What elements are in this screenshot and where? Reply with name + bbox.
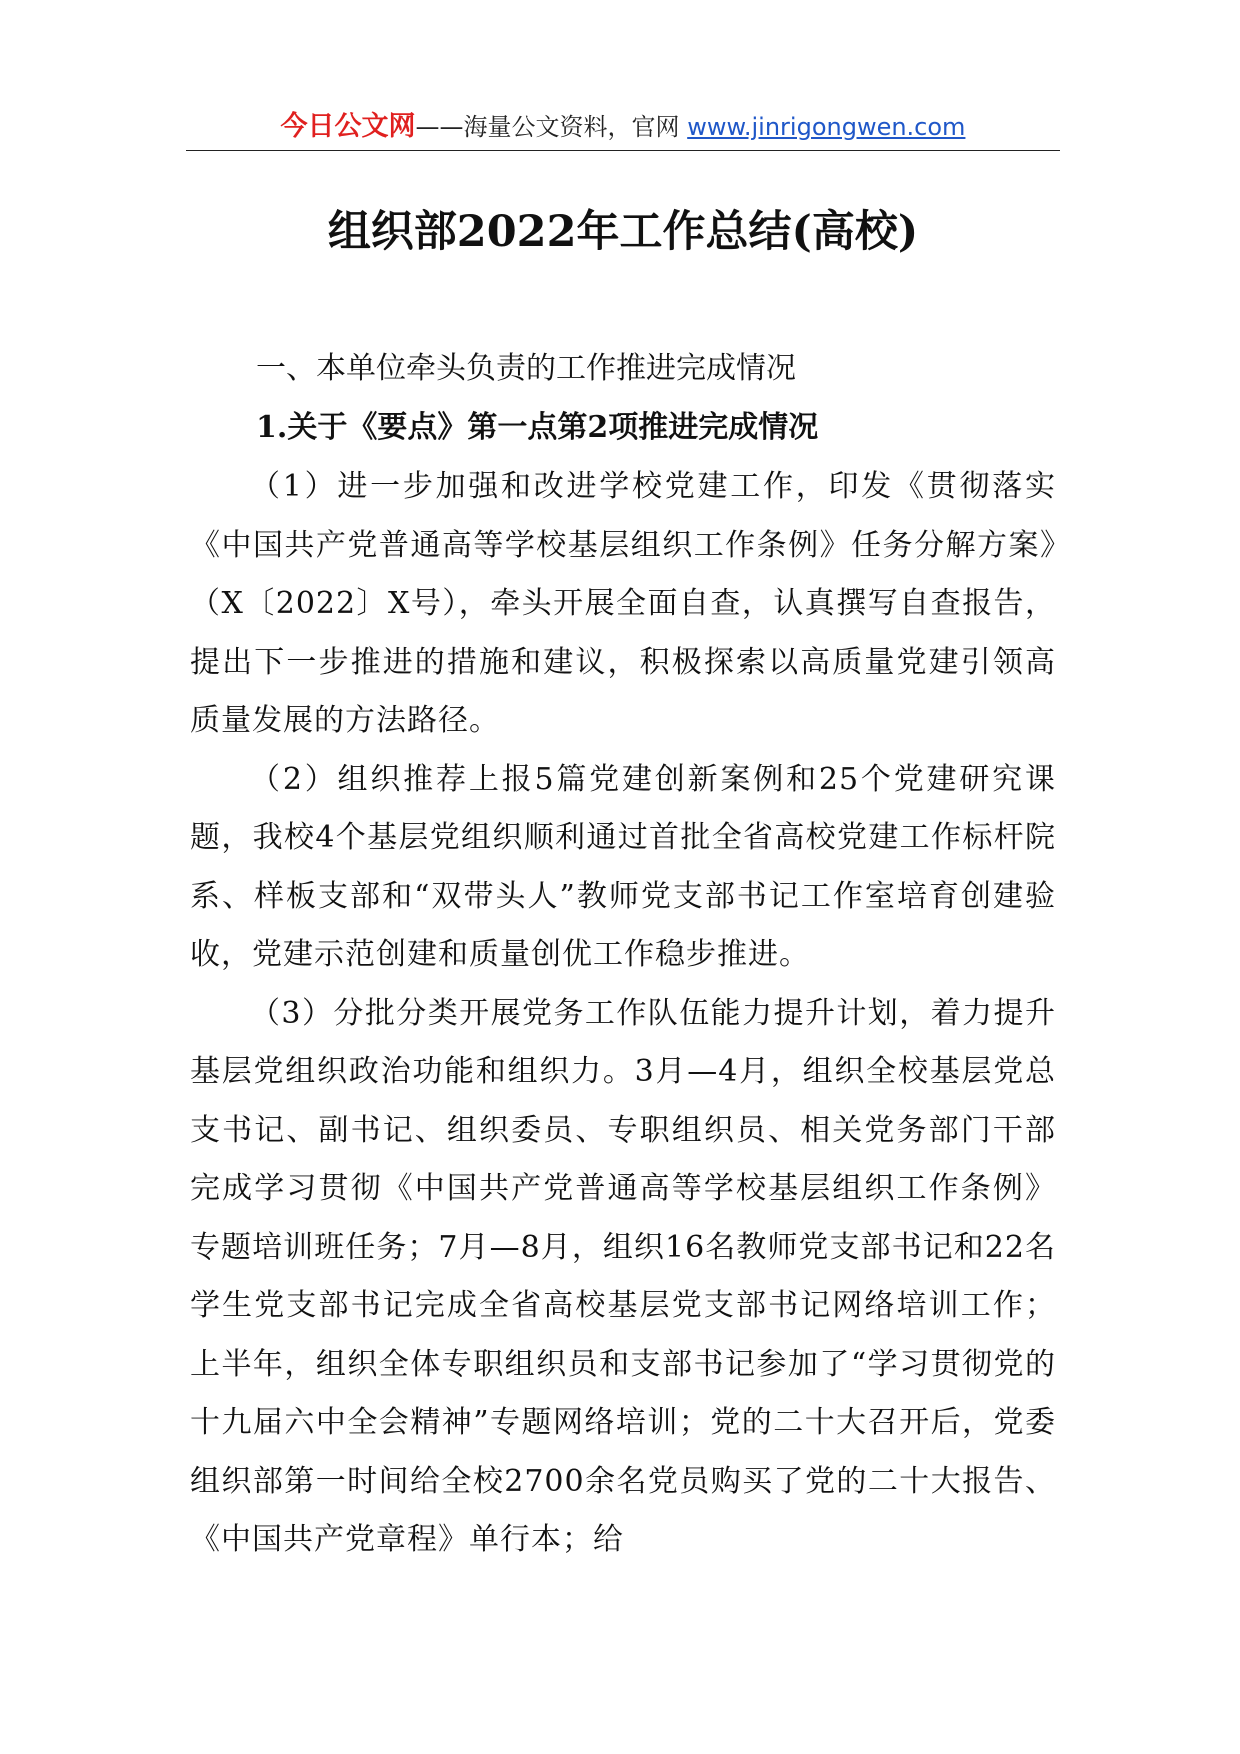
page-header <box>186 104 1060 150</box>
document-title: 组织部2022年工作总结(高校) <box>327 207 919 257</box>
paragraph-3: （3）分批分类开展党务工作队伍能力提升计划，着力提升基层党组织政治功能和组织力。3月—4月，组织全校基层党总支书记、副书记、组织委员、专职组织员、相关党务部门干部完成学习贯彻《中国共产党普通高等学校基层组织工作条例》专题培训班任务；7月—8月，组织16名教师党支部书记和22名学生党支部书记完成全省高校基层党支部书记网络培训工作；上半年，组织全体专职组织员和支部书记参加了“学习贯彻党的十九届六中全会精神”专题网络培训；党的二十大召开后，党委组织部第一时间给全校2700余名党员购买了党的二十大报告、《中国共产党章程》单行本；给 <box>190 995 1056 1557</box>
header-dash: —— <box>415 113 464 141</box>
header-divider <box>186 150 1060 151</box>
paragraph-1: （1）进一步加强和改进学校党建工作，印发《贯彻落实《中国共产党普通高等学校基层组织工作条例》任务分解方案》（X〔2022〕X号），牵头开展全面自查，认真撰写自查报告，提出下一步推进的措施和建议，积极探索以高质量党建引领高质量发展的方法路径。 <box>190 469 1056 738</box>
website-link[interactable]: www.jinrigongwen.com <box>687 113 966 141</box>
paragraph-2: （2）组织推荐上报5篇党建创新案例和25个党建研究课题，我校4个基层党组织顺利通过首批全省高校党建工作标杆院系、样板支部和“双带头人”教师党支部书记工作室培育创建验收，党建示范创建和质量创优工作稳步推进。 <box>190 761 1056 972</box>
sub-heading: 1.关于《要点》第一点第2项推进完成情况 <box>256 410 819 445</box>
section-heading: 一、本单位牵头负责的工作推进完成情况 <box>256 351 796 386</box>
document-body <box>190 340 1056 1570</box>
header-slogan: 海量公文资料，官网 <box>463 113 688 141</box>
brand-name: 今日公文网 <box>280 111 416 142</box>
